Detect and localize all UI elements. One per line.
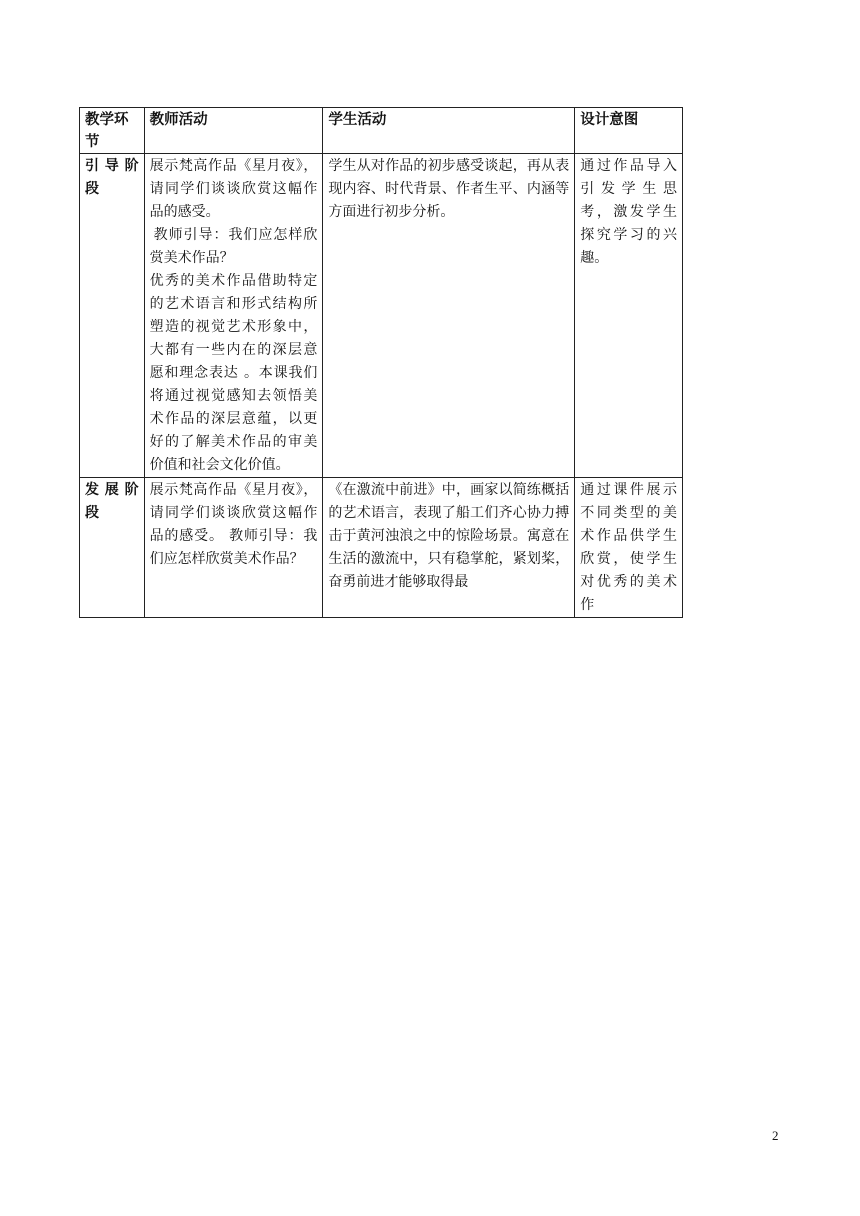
teacher-activity-cell: [144, 478, 323, 618]
teacher-paragraph: 优秀的美术作品借助特定的艺术语言和形式结构所塑造的视觉艺术形象中，大都有一些内在的深层意愿和理念表达 。本课我们将通过视觉感知去领悟美术作品的深层意蕴，以更好的了解美术作品的审美价值和社会文化价值。: [149, 273, 318, 473]
page-number: 2: [772, 1128, 779, 1143]
teacher-paragraph: 展示梵高作品《星月夜》，请同学们谈谈欣赏这幅作品的感受。: [149, 158, 318, 220]
header-design-intent: 设计意图: [575, 108, 683, 154]
teacher-paragraph: 教师引导：我们应怎样欣赏美术作品？: [149, 227, 318, 266]
table-row: [80, 154, 683, 478]
table-header-row: [80, 108, 683, 154]
stage-cell: 引导阶段: [80, 154, 145, 478]
header-stage: 教学环节: [80, 108, 145, 154]
table-row: [80, 478, 683, 618]
design-intent-cell: 通过课件展示不同类型的美术作品供学生欣赏，使学生对优秀的美术作: [575, 478, 683, 618]
student-activity-cell: 学生从对作品的初步感受谈起，再从表现内容、时代背景、作者生平、内涵等方面进行初步分析。: [323, 154, 575, 478]
stage-cell: 发展阶段: [80, 478, 145, 618]
header-student-activity: 学生活动: [323, 108, 575, 154]
design-intent-cell: 通过作品导入引发学生思考，激发学生探究学习的兴趣。: [575, 154, 683, 478]
teacher-activity-cell: [144, 154, 323, 478]
teacher-paragraph: 展示梵高作品《星月夜》，请同学们谈谈欣赏这幅作品的感受。 教师引导：我们应怎样欣赏美术作品？: [149, 482, 318, 567]
header-teacher-activity: 教师活动: [144, 108, 323, 154]
student-activity-cell: 《在激流中前进》中，画家以简练概括的艺术语言，表现了船工们齐心协力搏击于黄河浊浪之中的惊险场景。寓意在生活的激流中，只有稳掌舵，紧划桨，奋勇前进才能够取得最: [323, 478, 575, 618]
lesson-plan-table: [79, 107, 683, 618]
